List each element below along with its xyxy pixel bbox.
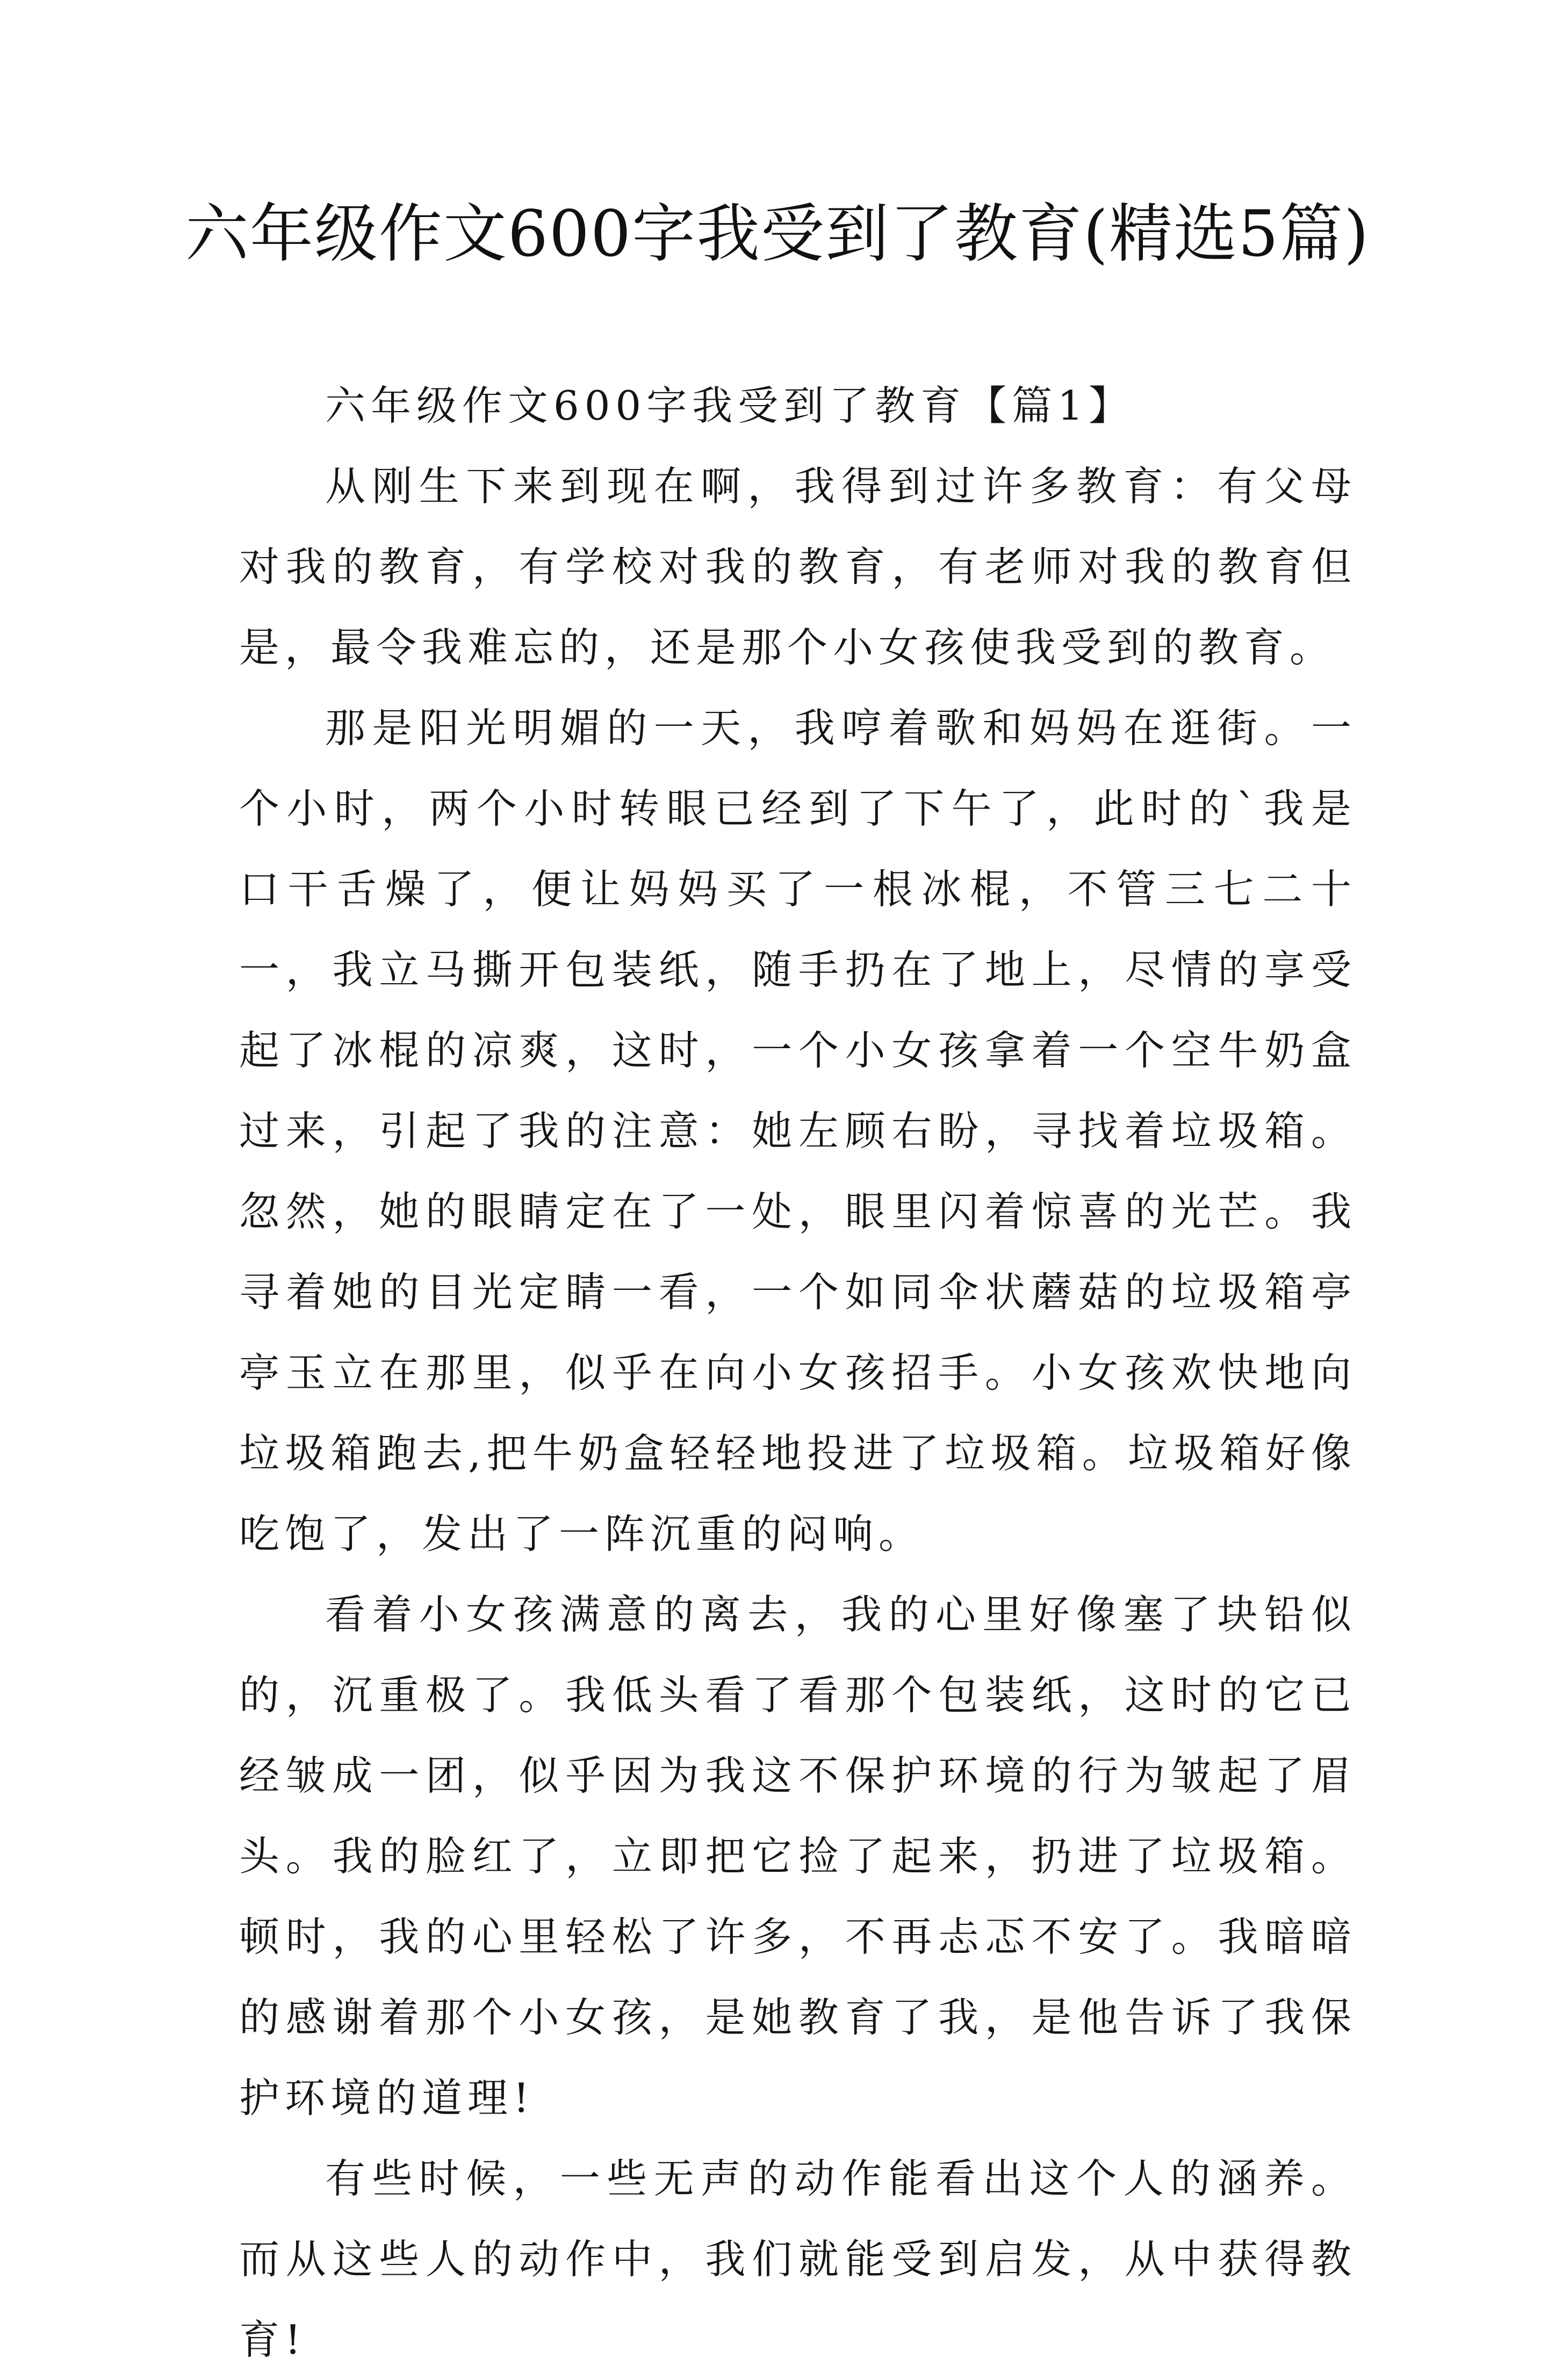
document-title: 六年级作文600字我受到了教育(精选5篇) [185,197,1370,271]
paragraph-4: 有些时候，一些无声的动作能看出这个人的涵养。而从这些人的动作中，我们就能受到启发，从中获得教育! [239,2155,1357,2363]
paragraph-3: 看着小女孩满意的离去，我的心里好像塞了块铅似的，沉重极了。我低头看了看那个包装纸，这时的它已经皱成一团，似乎因为我这不保护环境的行为皱起了眉头。我的脸红了，立即把它捡了起来，扔进了垃圾箱。顿时，我的心里轻松了许多，不再忐忑不安了。我暗暗的感谢着那个小女孩，是她教育了我，是他告诉了我保护环境的道理! [239,1591,1357,2122]
paragraph-1: 从刚生下来到现在啊，我得到过许多教育：有父母对我的教育，有学校对我的教育，有老师对我的教育但是，最令我难忘的，还是那个小女孩使我受到的教育。 [239,463,1357,671]
section-heading: 六年级作文600字我受到了教育【篇1】 [325,382,1134,429]
paragraph-2: 那是阳光明媚的一天，我哼着歌和妈妈在逛街。一个小时，两个小时转眼已经到了下午了，此时的`我是口干舌燥了，便让妈妈买了一根冰棍，不管三七二十一，我立马撕开包装纸，随手扔在了地上，尽情的享受起了冰棍的凉爽，这时，一个小女孩拿着一个空牛奶盒过来，引起了我的注意：她左顾右盼，寻找着垃圾箱。忽然，她的眼睛定在了一处，眼里闪着惊喜的光芒。我寻着她的目光定睛一看，一个如同伞状蘑菇的垃圾箱亭亭玉立在那里，似乎在向小女孩招手。小女孩欢快地向垃圾箱跑去,把牛奶盒轻轻地投进了垃圾箱。垃圾箱好像吃饱了，发出了一阵沉重的闷响。 [239,704,1357,1557]
document-body [239,365,1357,2380]
